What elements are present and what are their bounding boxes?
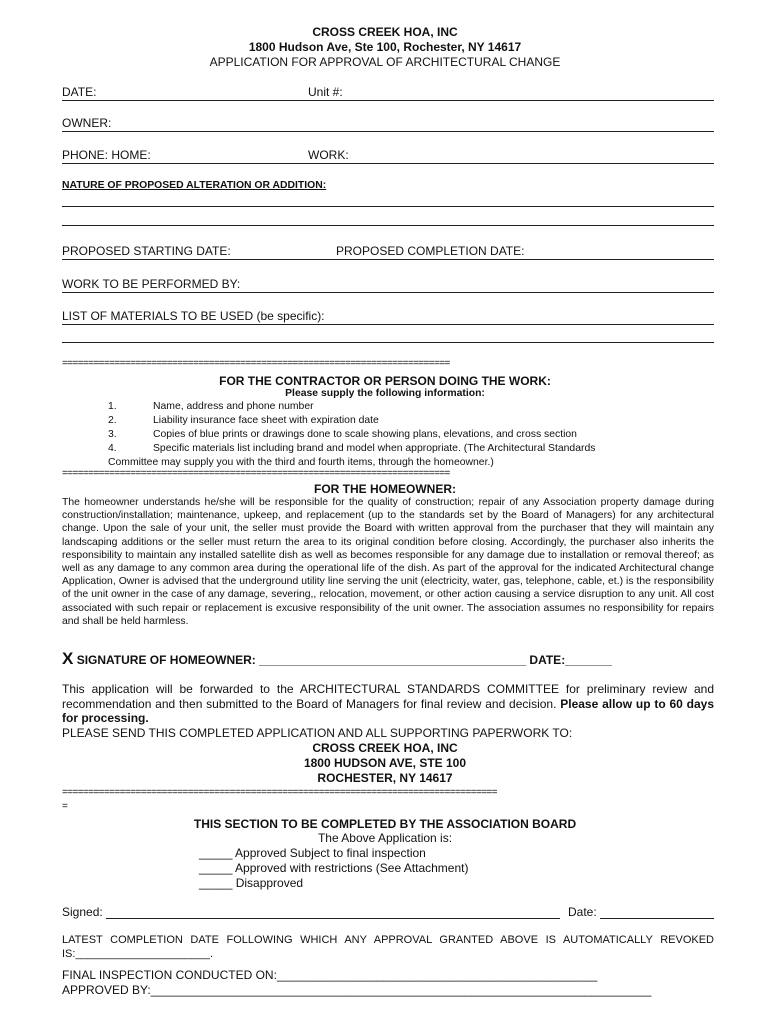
- processing-notice: Please allow up to 60 days for processing.: [62, 696, 714, 726]
- nature-line-1[interactable]: [62, 206, 714, 207]
- final-inspection-field[interactable]: FINAL INSPECTION CONDUCTED ON:________________________________________________: [62, 968, 598, 982]
- materials-label: LIST OF MATERIALS TO BE USED (be specific):: [62, 309, 325, 323]
- latest-completion-date-field[interactable]: IS:______________________.: [62, 948, 214, 960]
- list-item: Specific materials list including brand and model when appropriate. (The Architectural Standards: [153, 443, 596, 454]
- org-name: CROSS CREEK HOA, INC: [312, 25, 458, 39]
- list-number: 2.: [108, 415, 117, 426]
- list-number: 4.: [108, 443, 117, 454]
- list-number: 1.: [108, 401, 117, 412]
- form-title: APPLICATION FOR APPROVAL OF ARCHITECTURAL CHANGE: [209, 55, 561, 69]
- materials-line-2[interactable]: [62, 342, 714, 343]
- nature-line-2[interactable]: [62, 225, 714, 226]
- mail-address-line-3: ROCHESTER, NY 14617: [317, 771, 453, 785]
- board-option-approved-restrictions[interactable]: _____ Approved with restrictions (See Attachment): [199, 861, 469, 875]
- homeowner-body: The homeowner understands he/she will be responsible for the quality of construction; repair of any Association property damage during construction/installation; maintenance, upkeep, and replacement (up to the standards set by the Board of Managers) for any architectural change. Upon the sale of your unit, the seller must provide the Board with written approval from the purchaser that they will maintain any landscaping additions or the seller must return the area to its original condition before closing. Accordingly, the purchaser also inherits the responsibility to maintain any installed satellite dish as well as becomes responsible for any damage due to installation or removal thereof; as well as any damage to any common area during the operational life of the dish. As part of the approval for the indicated Architectural change Application, Owner is advised that the underground utility line serving the unit (electricity, water, gas, telephone, cable, et.) is the responsibility of the unit owner in the case of any damage, severing,, relocation, movement, or other action causing a service disruption to any unit. All cost associated with such repair or replacement is excusive responsibility of the unit owner. The association assumes no responsibility for repairs and shall be held harmless.: [62, 497, 714, 627]
- list-number: 3.: [108, 429, 117, 440]
- homeowner-heading: FOR THE HOMEOWNER:: [314, 482, 456, 496]
- send-instruction: PLEASE SEND THIS COMPLETED APPLICATION AND ALL SUPPORTING PAPERWORK TO:: [62, 726, 573, 740]
- org-address: 1800 Hudson Ave, Ste 100, Rochester, NY 14617: [248, 40, 522, 54]
- phone-home-label: PHONE: HOME:: [62, 148, 151, 162]
- start-date-label: PROPOSED STARTING DATE:: [62, 244, 231, 258]
- contractor-subheading: Please supply the following information:: [285, 388, 485, 399]
- separator-3: ===================================================================================: [62, 787, 497, 798]
- list-item: Liability insurance face sheet with expiration date: [153, 415, 379, 426]
- phone-line[interactable]: [62, 163, 714, 164]
- board-subheading: The Above Application is:: [317, 831, 453, 845]
- separator-2: ==========================================================================: [62, 468, 450, 479]
- forwarding-text: This application will be forwarded to the ARCHITECTURAL STANDARDS COMMITTEE for preliminary review and recommendation and then submitted to the Board of Managers for final review and decision.: [62, 682, 714, 711]
- latest-completion-line: LATEST COMPLETION DATE FOLLOWING WHICH ANY APPROVAL GRANTED ABOVE IS AUTOMATICALLY REVOKED: [62, 934, 714, 946]
- board-date-line[interactable]: [600, 918, 714, 919]
- board-date-label: Date:: [568, 905, 597, 919]
- materials-line-1[interactable]: [62, 324, 714, 325]
- signed-label: Signed:: [62, 905, 103, 919]
- homeowner-signature-line[interactable]: [62, 649, 612, 669]
- mail-address-line-1: CROSS CREEK HOA, INC: [312, 741, 458, 755]
- contractor-heading: FOR THE CONTRACTOR OR PERSON DOING THE WORK:: [219, 374, 551, 388]
- work-phone-label: WORK:: [308, 148, 349, 162]
- separator-1: ==========================================================================: [62, 358, 450, 369]
- owner-line[interactable]: [62, 131, 714, 132]
- work-by-label: WORK TO BE PERFORMED BY:: [62, 277, 241, 291]
- owner-label: OWNER:: [62, 116, 112, 130]
- date-unit-line[interactable]: [62, 100, 714, 101]
- approved-by-field[interactable]: APPROVED BY:___________________________________________________________________________: [62, 983, 652, 997]
- mail-address-line-2: 1800 HUDSON AVE, STE 100: [303, 756, 467, 770]
- board-heading: THIS SECTION TO BE COMPLETED BY THE ASSOCIATION BOARD: [193, 817, 577, 831]
- board-signature-line[interactable]: [106, 918, 560, 919]
- date-label: DATE:: [62, 85, 97, 99]
- separator-3-tail: =: [62, 801, 68, 812]
- board-option-disapproved[interactable]: _____ Disapproved: [199, 876, 304, 890]
- nature-label: NATURE OF PROPOSED ALTERATION OR ADDITION:: [62, 180, 327, 191]
- list-item: Name, address and phone number: [153, 401, 314, 412]
- signature-label: SIGNATURE OF HOMEOWNER: ________________________________________ DATE:_______: [76, 653, 612, 667]
- list-item: Copies of blue prints or drawings done to scale showing plans, elevations, and cross section: [153, 429, 577, 440]
- list-item-continuation: Committee may supply you with the third and fourth items, through the homeowner.): [108, 457, 494, 468]
- work-by-line[interactable]: [62, 292, 714, 293]
- forwarding-paragraph: [62, 682, 714, 726]
- dates-line[interactable]: [62, 259, 714, 260]
- signature-x-mark: X: [62, 649, 74, 668]
- completion-date-label: PROPOSED COMPLETION DATE:: [336, 244, 525, 258]
- board-option-approved-subject[interactable]: _____ Approved Subject to final inspection: [199, 846, 426, 860]
- unit-label: Unit #:: [308, 85, 343, 99]
